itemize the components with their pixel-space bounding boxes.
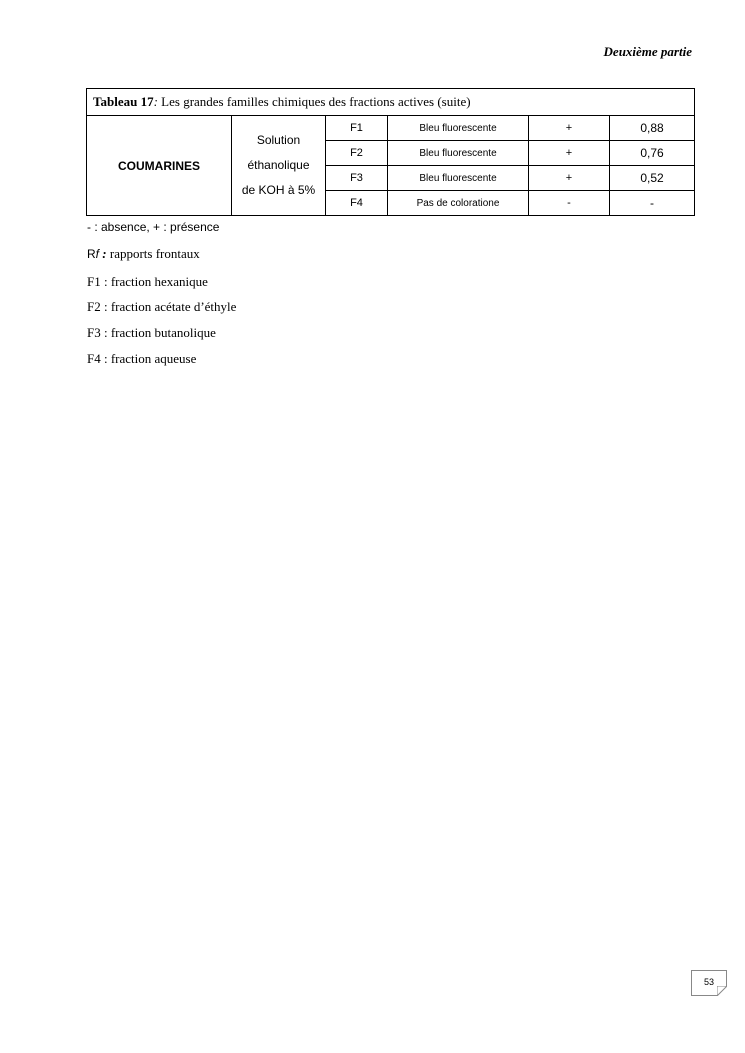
results-table <box>86 88 695 216</box>
presence-cell: + <box>529 166 610 191</box>
rf-definition <box>87 246 200 262</box>
color-cell: Pas de coloratione <box>388 191 529 216</box>
presence-cell: - <box>529 191 610 216</box>
caption-text: Les grandes familles chimiques des fractions actives (suite) <box>157 94 471 109</box>
fraction-note: F4 : fraction aqueuse <box>87 351 197 366</box>
rf-colon: : <box>99 246 107 261</box>
page-number-text: 53 <box>703 977 714 987</box>
family-cell: COUMARINES <box>87 116 232 216</box>
rf-cell: 0,88 <box>610 116 695 141</box>
solvent-cell <box>232 116 326 216</box>
rf-cell: - <box>610 191 695 216</box>
color-cell: Bleu fluorescente <box>388 116 529 141</box>
table-caption <box>87 89 695 116</box>
fraction-cell: F2 <box>326 141 388 166</box>
page-fold-icon <box>717 986 727 996</box>
fraction-note: F3 : fraction butanolique <box>87 325 216 340</box>
rf-symbol-f: f <box>95 247 100 261</box>
solvent-line: Solution <box>256 133 301 147</box>
page-number <box>691 970 727 996</box>
fraction-note: F1 : fraction hexanique <box>87 274 208 289</box>
solvent-line: de KOH à 5% <box>241 183 316 197</box>
fraction-cell: F4 <box>326 191 388 216</box>
fraction-cell: F3 <box>326 166 388 191</box>
caption-colon: : <box>153 94 158 109</box>
color-cell: Bleu fluorescente <box>388 141 529 166</box>
section-header: Deuxième partie <box>603 44 692 59</box>
solvent-line: éthanolique <box>247 158 310 172</box>
presence-cell: + <box>529 116 610 141</box>
presence-cell: + <box>529 141 610 166</box>
rf-cell: 0,76 <box>610 141 695 166</box>
caption-label: Tableau 17 <box>93 94 154 109</box>
legend-abbreviations: - : absence, + : présence <box>87 220 220 234</box>
rf-text: rapports frontaux <box>106 246 200 261</box>
color-cell: Bleu fluorescente <box>388 166 529 191</box>
fraction-note: F2 : fraction acétate d’éthyle <box>87 299 237 314</box>
fraction-cell: F1 <box>326 116 388 141</box>
rf-cell: 0,52 <box>610 166 695 191</box>
rf-symbol: Rf <box>87 247 100 261</box>
